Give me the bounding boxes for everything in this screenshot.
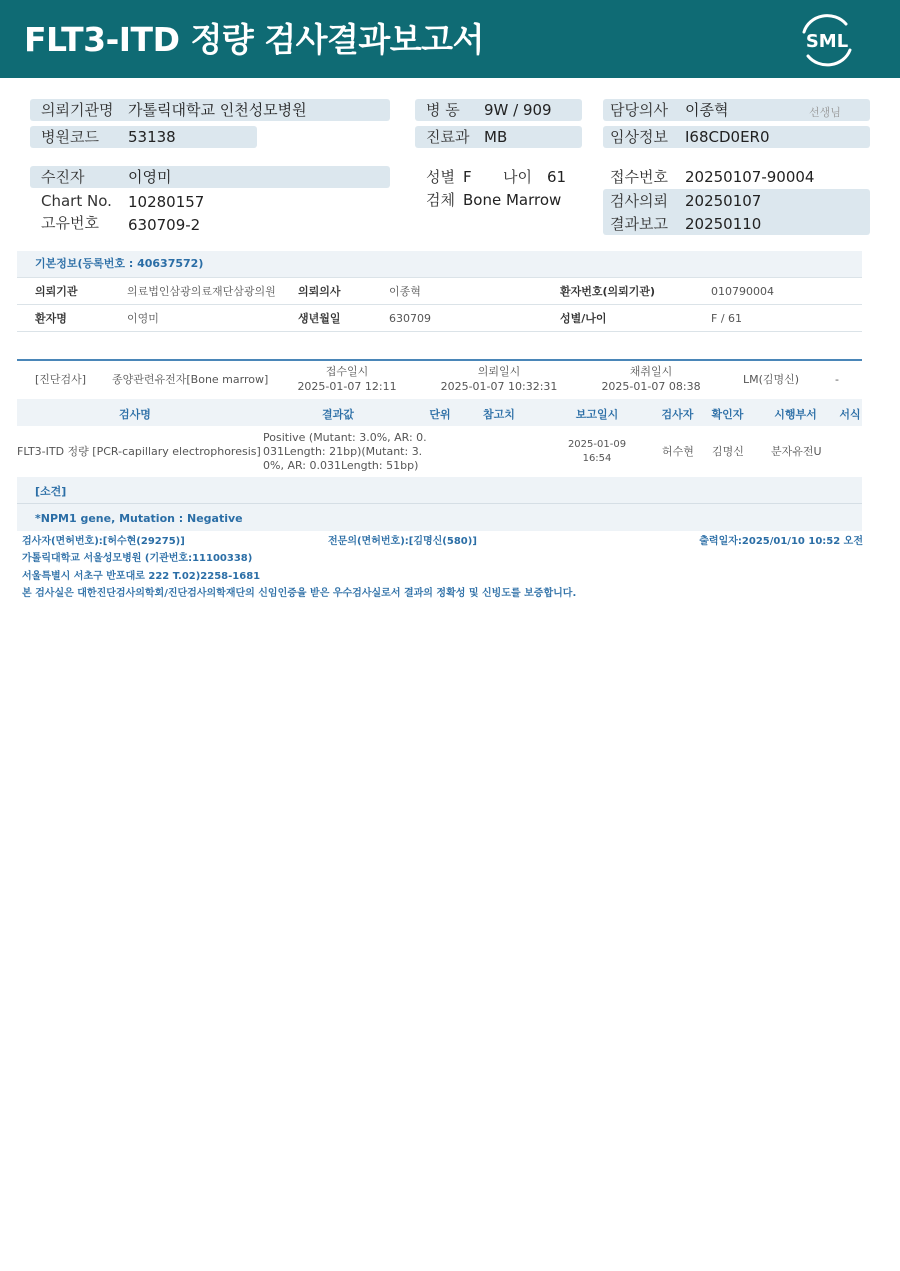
findings-title: [소견]	[35, 485, 67, 498]
col-header: 보고일시	[575, 408, 619, 421]
specimen-label: 검체	[426, 191, 455, 209]
hospital-label: 의뢰기관명	[41, 101, 114, 119]
divider	[17, 503, 862, 504]
chart-value: 10280157	[128, 193, 205, 211]
department-name: 분자유전U	[771, 445, 822, 458]
result-line: Positive (Mutant: 3.0%, AR: 0.	[263, 431, 427, 444]
patient-label: 수진자	[41, 168, 85, 186]
dept-value: MB	[484, 128, 508, 146]
hospcode-value: 53138	[128, 128, 176, 146]
collect-time: 2025-01-07 08:38	[601, 380, 701, 393]
findings-text: *NPM1 gene, Mutation : Negative	[35, 512, 243, 525]
chart-label: Chart No.	[41, 192, 112, 210]
col-header: 결과값	[322, 408, 354, 421]
request-value: 20250107	[685, 192, 762, 210]
col-header: 참고치	[483, 408, 515, 421]
ward-value: 9W / 909	[484, 101, 552, 119]
dept-label: 진료과	[426, 128, 470, 146]
request-time-label: 의뢰일시	[477, 365, 521, 378]
lab-name: LM(김명신)	[743, 373, 800, 386]
doctor-label: 담당의사	[610, 101, 668, 119]
section-rule	[17, 359, 862, 361]
sex-value: F	[463, 168, 472, 186]
report-title: FLT3-ITD 정량 검사결과보고서	[24, 20, 484, 59]
footer-specialist: 전문의(면허번호):[김명신(580)]	[328, 536, 477, 547]
receipt-time: 2025-01-07 12:11	[297, 380, 397, 393]
sex-label: 성별	[426, 168, 455, 186]
basic-label: 환자명	[35, 312, 67, 325]
test-category: [진단검사]	[35, 373, 87, 386]
receipt-time-label: 접수일시	[325, 365, 369, 378]
col-header: 서식	[839, 408, 861, 421]
receipt-label: 접수번호	[610, 168, 668, 186]
footer-institution: 가톨릭대학교 서울성모병원 (기관번호:11100338)	[22, 553, 253, 564]
footer-certification: 본 검사실은 대한진단검사의학회/진단검사의학재단의 신임인증을 받은 우수검사실로서 결과의 정확성 및 신빙도를 보증합니다.	[22, 588, 577, 599]
basic-label: 의뢰의사	[298, 285, 341, 298]
divider	[17, 331, 862, 332]
test-name: FLT3-ITD 정량 [PCR-capillary electrophoresis]	[17, 445, 261, 458]
sml-logo	[796, 12, 858, 68]
doctor-suffix: 선생님	[809, 106, 841, 119]
result-line: 031Length: 21bp)(Mutant: 3.	[263, 445, 423, 458]
hospital-value: 가톨릭대학교 인천성모병원	[128, 101, 307, 119]
lab-dash: -	[835, 373, 839, 386]
basic-value: 010790004	[711, 285, 774, 298]
basic-label: 환자번호(의뢰기관)	[560, 285, 656, 298]
col-header: 확인자	[711, 408, 744, 421]
col-header: 검사자	[661, 408, 694, 421]
ward-label: 병 동	[426, 101, 460, 119]
unique-value: 630709-2	[128, 216, 201, 234]
basic-label: 생년월일	[298, 312, 341, 325]
col-header: 시행부서	[774, 408, 817, 421]
basic-value: 630709	[389, 312, 431, 325]
report-time: 16:54	[582, 453, 612, 464]
confirmer-name: 김명신	[712, 445, 744, 458]
svg-text:SML: SML	[805, 31, 849, 52]
basic-value: 이영미	[127, 312, 159, 325]
doctor-value: 이종혁	[685, 101, 729, 119]
basic-label: 의뢰기관	[35, 285, 78, 298]
clinical-value: I68CD0ER0	[685, 128, 770, 146]
patient-value: 이영미	[128, 168, 172, 186]
basic-info-title: 기본정보(등록번호 : 40637572)	[35, 257, 204, 270]
basic-value: 이종혁	[389, 285, 421, 298]
request-time: 2025-01-07 10:32:31	[440, 380, 558, 393]
clinical-label: 임상정보	[610, 128, 668, 146]
tester-name: 허수현	[662, 445, 694, 458]
unique-label: 고유번호	[41, 214, 99, 232]
col-header: 단위	[429, 408, 451, 421]
footer-address: 서울특별시 서초구 반포대로 222 T.02)2258-1681	[22, 571, 261, 582]
collect-time-label: 채취일시	[629, 365, 673, 378]
col-header: 검사명	[119, 408, 151, 421]
result-line: 0%, AR: 0.031Length: 51bp)	[263, 459, 419, 472]
footer-tester: 검사자(면허번호):[허수현(29275)]	[22, 536, 185, 547]
footer-printed: 출력일자:2025/01/10 10:52 오전	[699, 536, 863, 547]
request-label: 검사의뢰	[610, 192, 668, 210]
divider	[17, 304, 862, 305]
basic-value: F / 61	[711, 312, 743, 325]
report-value: 20250110	[685, 215, 762, 233]
age-value: 61	[547, 168, 567, 186]
test-group-name: 종양관련유전자[Bone marrow]	[112, 373, 269, 386]
age-label: 나이	[503, 168, 532, 186]
hospcode-label: 병원코드	[41, 128, 99, 146]
report-header	[0, 0, 900, 78]
specimen-value: Bone Marrow	[463, 191, 562, 209]
report-label: 결과보고	[610, 215, 668, 233]
basic-value: 의료법인삼광의료재단삼광의원	[127, 285, 276, 298]
divider	[17, 277, 862, 278]
report-date: 2025-01-09	[567, 439, 627, 450]
basic-label: 성별/나이	[560, 312, 607, 325]
receipt-value: 20250107-90004	[685, 168, 815, 186]
